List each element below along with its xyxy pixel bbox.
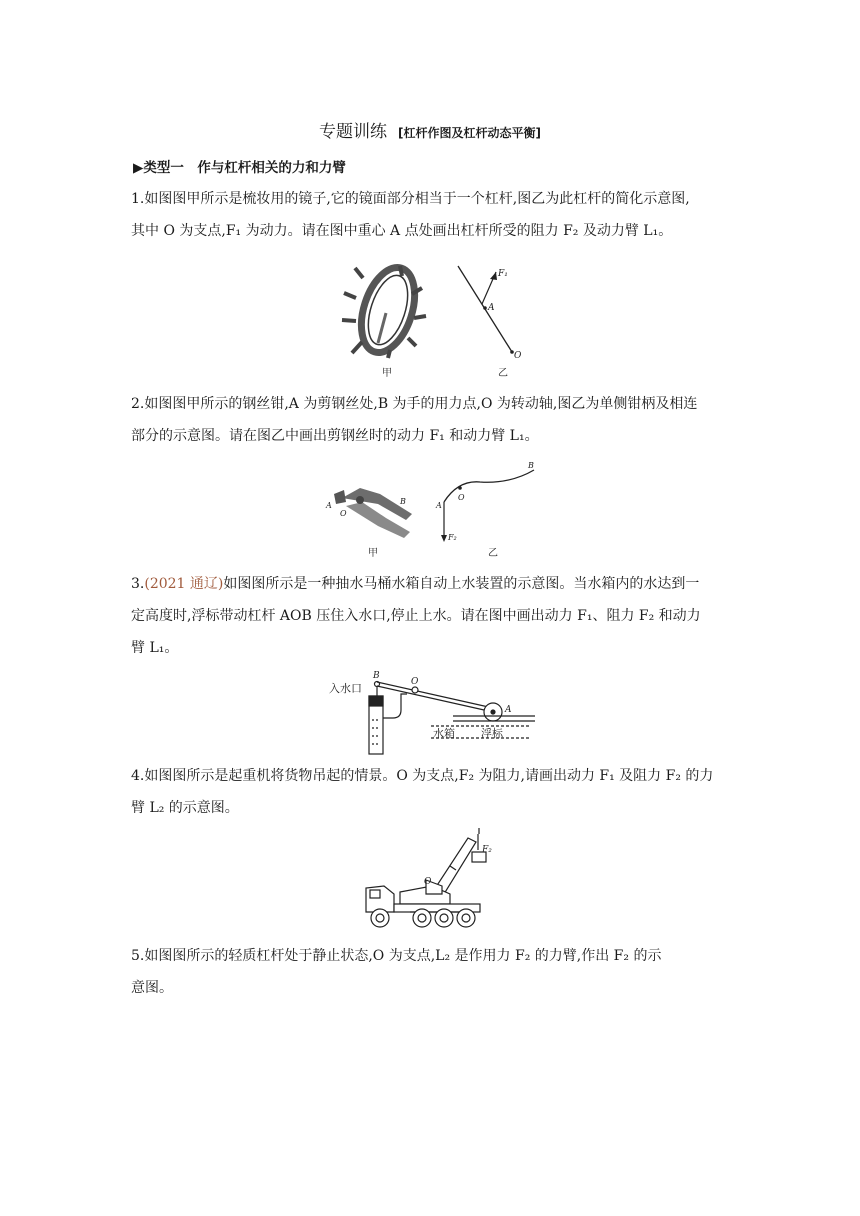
- q1-fig-label-yi: 乙: [498, 368, 508, 379]
- q3-figure: [325, 666, 540, 760]
- q5-line1: 5.如图图所示的轻质杠杆处于静止状态,O 为支点,L₂ 是作用力 F₂ 的力臂,作出 F₂ 的示: [131, 948, 662, 964]
- q1-label-O: O: [514, 351, 522, 361]
- q4-figure: [360, 828, 500, 936]
- q1-line1: 1.如图图甲所示是梳妆用的镜子,它的镜面部分相当于一个杠杆,图乙为此杠杆的简化示意图,: [131, 191, 690, 207]
- q2-label-O-left: O: [340, 509, 347, 518]
- q3-label-A: A: [505, 705, 512, 715]
- q1-figure: [330, 258, 540, 380]
- section-heading: ▶类型一 作与杠杆相关的力和力臂: [133, 160, 346, 176]
- q3-line3: 臂 L₁。: [131, 640, 179, 656]
- q4-label-O: O: [424, 877, 432, 887]
- q3-line1-text: 如图图所示是一种抽水马桶水箱自动上水装置的示意图。当水箱内的水达到一: [223, 576, 700, 592]
- q2-handle-diagram: [441, 470, 534, 542]
- q2-line1: 2.如图图甲所示的钢丝钳,A 为剪钢丝处,B 为手的用力点,O 为转动轴,图乙为单侧钳柄及相连: [131, 396, 698, 412]
- q1-mirror-drawing: [342, 261, 426, 360]
- q3-label-O: O: [411, 677, 419, 687]
- q2-label-F2: F₂: [448, 533, 457, 542]
- q3-pipe-drawing: [369, 694, 407, 754]
- page-title: [0, 117, 860, 142]
- q3-label-inlet: 入水口: [329, 682, 362, 695]
- q5-line2: 意图。: [131, 980, 173, 996]
- title-main: 专题训练: [318, 122, 387, 142]
- q2-line2: 部分的示意图。请在图乙中画出剪钢丝时的动力 F₁ 和动力臂 L₁。: [131, 428, 539, 444]
- q2-label-A-left: A: [326, 501, 332, 510]
- question-4: [131, 760, 731, 824]
- q3-label-B: B: [373, 671, 380, 681]
- title-sub: [杠杆作图及杠杆动态平衡]: [398, 126, 542, 140]
- q4-label-F2: F₂: [482, 845, 492, 855]
- q3-label-float: 浮标: [481, 727, 503, 740]
- question-5: [131, 940, 731, 1004]
- question-3: [131, 568, 731, 664]
- q3-label-tank: 水箱: [433, 727, 455, 740]
- q2-label-B: B: [528, 461, 534, 470]
- q4-line2: 臂 L₂ 的示意图。: [131, 800, 239, 816]
- question-1: [131, 183, 731, 247]
- q3-line2: 定高度时,浮标带动杠杆 AOB 压住入水口,停止上水。请在图中画出动力 F₁、阻力 F₂ 和动力: [131, 608, 701, 624]
- question-2: [131, 388, 731, 452]
- q2-label-B-left: B: [400, 497, 406, 506]
- q1-line2: 其中 O 为支点,F₁ 为动力。请在图中重心 A 点处画出杠杆所受的阻力 F₂ 及动力臂 L₁。: [131, 223, 673, 239]
- q1-fig-label-jia: 甲: [382, 368, 392, 379]
- q1-lever-diagram: [458, 266, 514, 354]
- q4-line1: 4.如图图所示是起重机将货物吊起的情景。O 为支点,F₂ 为阻力,请画出动力 F₁ 及阻力 F₂ 的力: [131, 768, 714, 784]
- q1-label-F1: F₁: [498, 269, 508, 279]
- q2-label-A: A: [436, 501, 442, 510]
- q2-fig-label-yi: 乙: [488, 548, 498, 559]
- q2-figure: [320, 458, 550, 560]
- q2-fig-label-jia: 甲: [368, 548, 378, 559]
- q1-label-A: A: [488, 303, 495, 313]
- q3-source: (2021 通辽): [144, 576, 224, 592]
- q3-line1: 3.(2021 通辽)如图图所示是一种抽水马桶水箱自动上水装置的示意图。当水箱内的水达到一: [131, 576, 700, 592]
- q2-label-O: O: [458, 493, 465, 502]
